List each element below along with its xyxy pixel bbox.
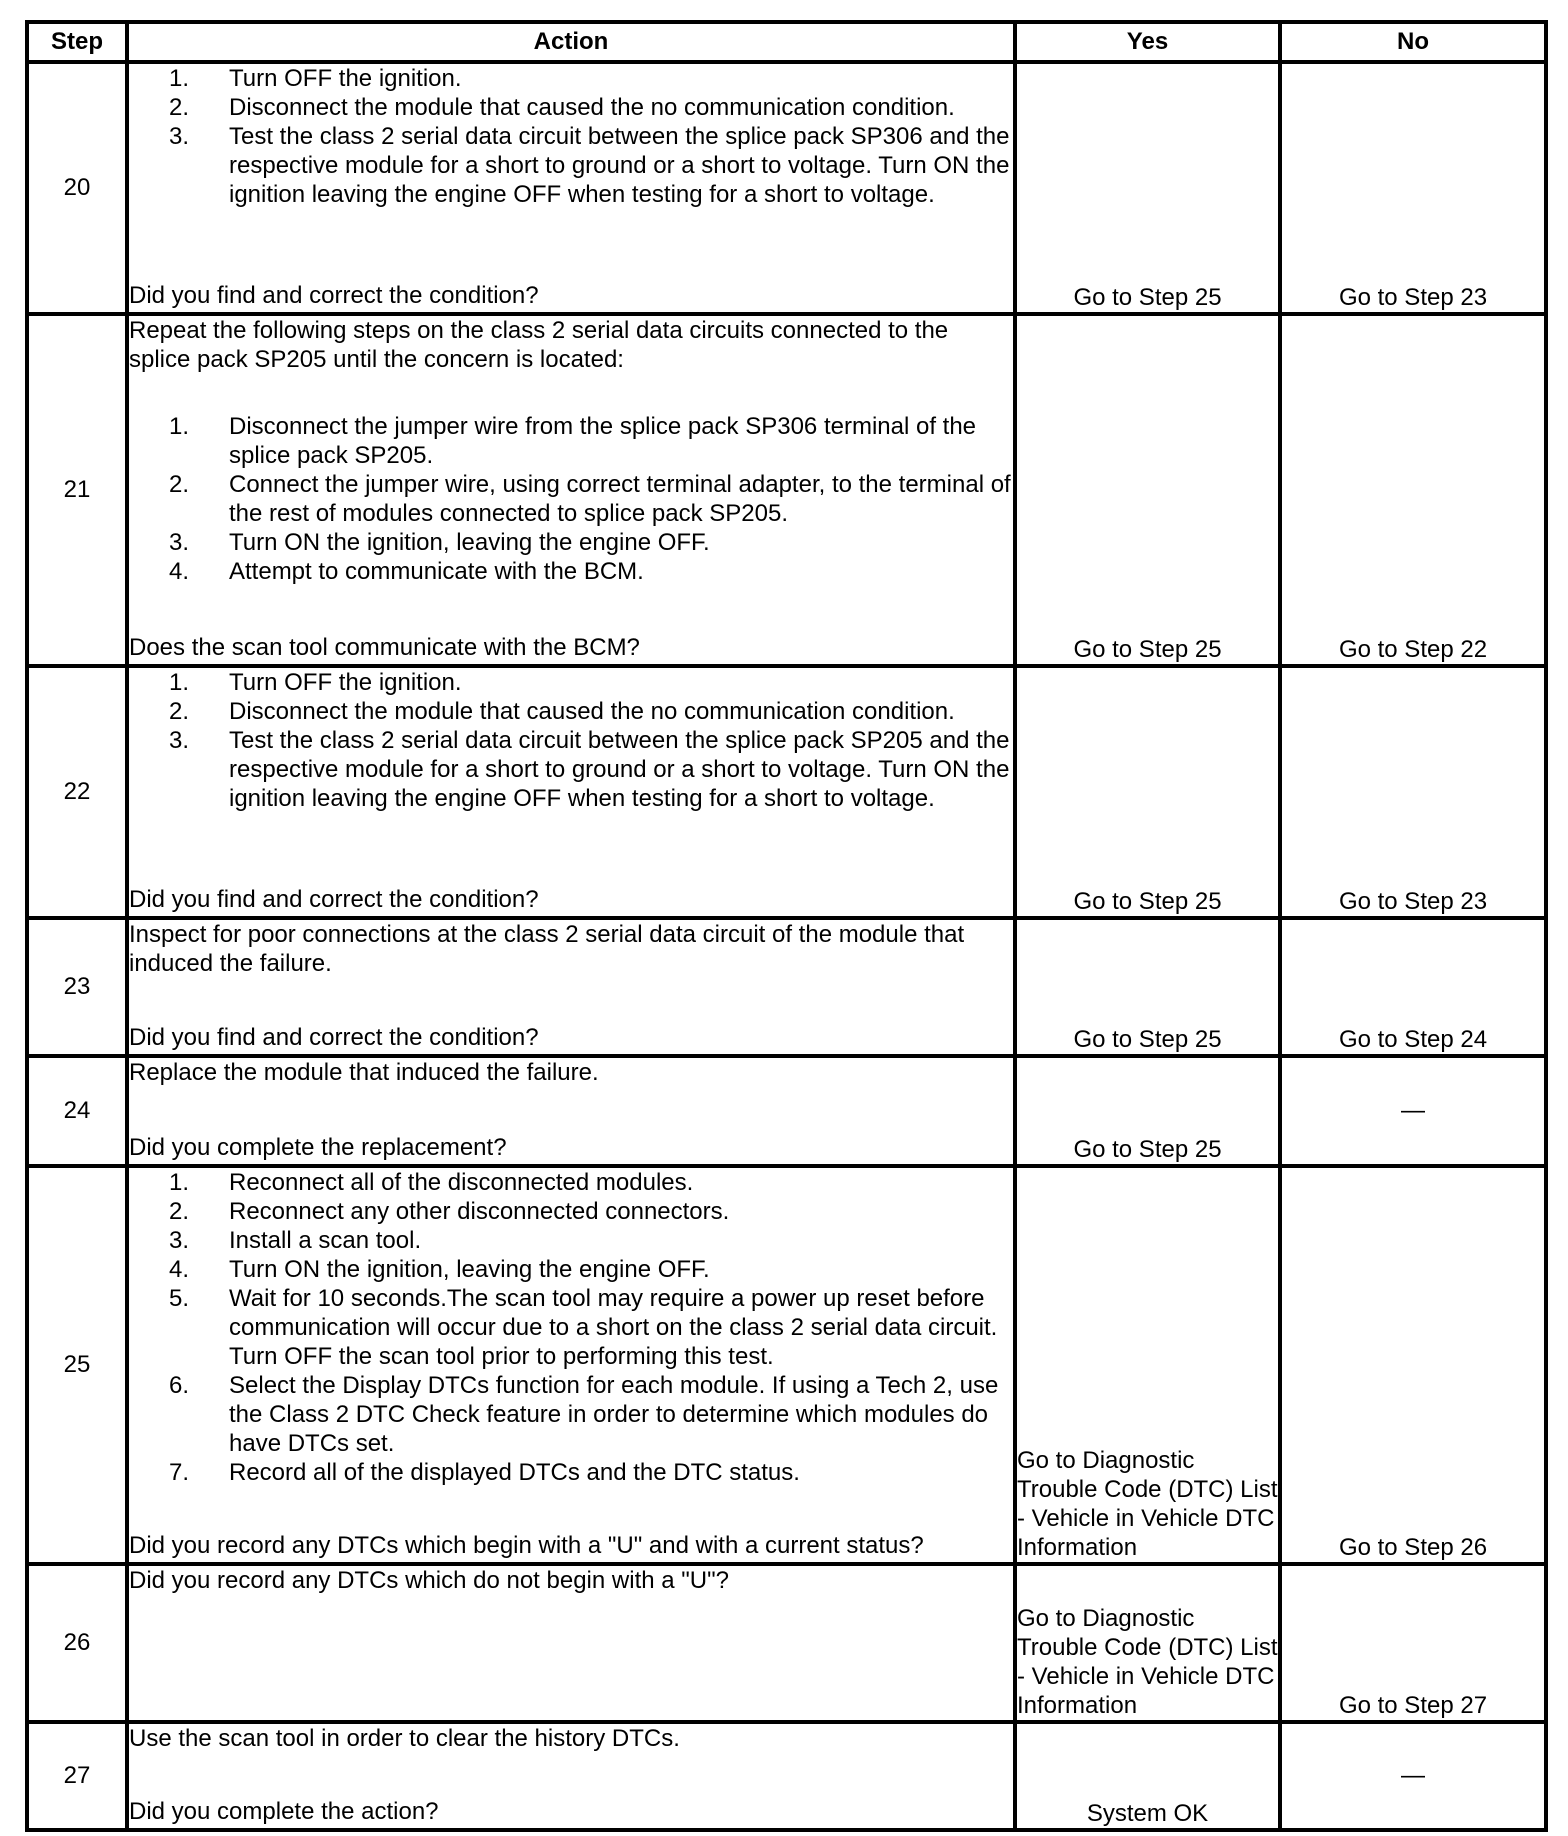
header-action: Action — [127, 22, 1015, 62]
list-item: 2. Reconnect any other disconnected connectors. — [168, 1198, 730, 1225]
list-item: 4. Attempt to communicate with the BCM. — [168, 558, 644, 585]
yes-cell: Go to Step 25 — [1015, 1056, 1280, 1166]
action-cell — [127, 918, 1015, 1056]
list-item: 3. Test the class 2 serial data circuit between the splice pack SP205 and the respective module for a short to ground or a short to voltage. Turn ON the ignition leaving the engine OFF when testing for a short to voltage. — [168, 727, 1010, 812]
list-item: 2. Connect the jumper wire, using correct terminal adapter, to the terminal of the rest of modules connected to splice pack SP205. — [168, 471, 1011, 527]
intro-text: Replace the module that induced the failure. — [129, 1059, 599, 1086]
question-text: Did you find and correct the condition? — [129, 1024, 539, 1051]
question-text: Did you complete the replacement? — [129, 1134, 507, 1161]
no-cell: Go to Step 23 — [1280, 62, 1546, 314]
action-cell — [127, 1722, 1015, 1830]
list-item: 4. Turn ON the ignition, leaving the engine OFF. — [168, 1256, 710, 1283]
action-cell — [127, 1166, 1015, 1564]
yes-cell: Go to Step 25 — [1015, 62, 1280, 314]
step-number: 20 — [27, 62, 127, 314]
question-text: Did you find and correct the condition? — [129, 886, 539, 913]
question-text: Did you record any DTCs which do not begin with a "U"? — [129, 1567, 729, 1594]
intro-text: Repeat the following steps on the class 2 serial data circuits connected to the splice pack SP205 until the concern is located: — [129, 317, 949, 373]
list-item: 1. Reconnect all of the disconnected modules. — [168, 1169, 694, 1196]
no-cell: Go to Step 24 — [1280, 918, 1546, 1056]
step-row-20 — [27, 62, 1546, 314]
action-cell — [127, 314, 1015, 666]
action-cell — [127, 1056, 1015, 1166]
no-cell: Go to Step 22 — [1280, 314, 1546, 666]
no-cell: Go to Step 23 — [1280, 666, 1546, 918]
list-item: 7. Record all of the displayed DTCs and the DTC status. — [168, 1459, 800, 1486]
yes-cell: System OK — [1015, 1722, 1280, 1830]
action-list — [129, 1168, 1013, 1487]
list-item: 1. Turn OFF the ignition. — [168, 65, 462, 92]
list-item: 5. Wait for 10 seconds.The scan tool may require a power up reset before communication will occur due to a short on the class 2 serial data circuit. Turn OFF the scan tool prior to performing this test. — [168, 1285, 998, 1370]
list-item: 2. Disconnect the module that caused the no communication condition. — [168, 94, 955, 121]
step-number: 23 — [27, 918, 127, 1056]
yes-cell: Go to Diagnostic Trouble Code (DTC) List - Vehicle in Vehicle DTC Information — [1015, 1564, 1280, 1722]
list-item: 6. Select the Display DTCs function for each module. If using a Tech 2, use the Class 2 DTC Check feature in order to determine which modules do have DTCs set. — [168, 1372, 999, 1457]
header-row — [27, 22, 1546, 62]
no-cell: — — [1280, 1722, 1546, 1830]
no-cell: Go to Step 26 — [1280, 1166, 1546, 1564]
action-cell — [127, 1564, 1015, 1722]
intro-text: Use the scan tool in order to clear the history DTCs. — [129, 1725, 680, 1752]
action-cell — [127, 62, 1015, 314]
question-text: Did you find and correct the condition? — [129, 282, 539, 309]
step-row-26 — [27, 1564, 1546, 1722]
question-text: Did you record any DTCs which begin with a "U" and with a current status? — [129, 1532, 924, 1559]
question-text: Does the scan tool communicate with the BCM? — [129, 634, 640, 661]
list-item: 3. Install a scan tool. — [168, 1227, 422, 1254]
step-number: 27 — [27, 1722, 127, 1830]
header-step: Step — [27, 22, 127, 62]
step-row-25 — [27, 1166, 1546, 1564]
no-cell: — — [1280, 1056, 1546, 1166]
action-cell — [127, 666, 1015, 918]
step-number: 22 — [27, 666, 127, 918]
list-item: 1. Turn OFF the ignition. — [168, 669, 462, 696]
list-item: 2. Disconnect the module that caused the no communication condition. — [168, 698, 955, 725]
action-list — [129, 668, 1013, 813]
action-list — [129, 64, 1013, 209]
list-item: 1. Disconnect the jumper wire from the splice pack SP306 terminal of the splice pack SP205. — [168, 413, 977, 469]
list-item: 3. Turn ON the ignition, leaving the engine OFF. — [168, 529, 710, 556]
step-row-24 — [27, 1056, 1546, 1166]
diagnostic-table — [25, 20, 1548, 1832]
yes-cell: Go to Step 25 — [1015, 314, 1280, 666]
step-row-21 — [27, 314, 1546, 666]
step-number: 26 — [27, 1564, 127, 1722]
header-no: No — [1280, 22, 1546, 62]
yes-cell: Go to Step 25 — [1015, 666, 1280, 918]
step-row-27 — [27, 1722, 1546, 1830]
step-row-22 — [27, 666, 1546, 918]
intro-text: Inspect for poor connections at the class 2 serial data circuit of the module that induced the failure. — [129, 921, 965, 977]
step-row-23 — [27, 918, 1546, 1056]
action-list — [129, 412, 1013, 586]
header-yes: Yes — [1015, 22, 1280, 62]
yes-cell: Go to Step 25 — [1015, 918, 1280, 1056]
list-item: 3. Test the class 2 serial data circuit between the splice pack SP306 and the respective module for a short to ground or a short to voltage. Turn ON the ignition leaving the engine OFF when testing for a short to voltage. — [168, 123, 1010, 208]
question-text: Did you complete the action? — [129, 1798, 439, 1825]
step-number: 24 — [27, 1056, 127, 1166]
step-number: 25 — [27, 1166, 127, 1564]
yes-cell: Go to Diagnostic Trouble Code (DTC) List - Vehicle in Vehicle DTC Information — [1015, 1166, 1280, 1564]
no-cell: Go to Step 27 — [1280, 1564, 1546, 1722]
step-number: 21 — [27, 314, 127, 666]
